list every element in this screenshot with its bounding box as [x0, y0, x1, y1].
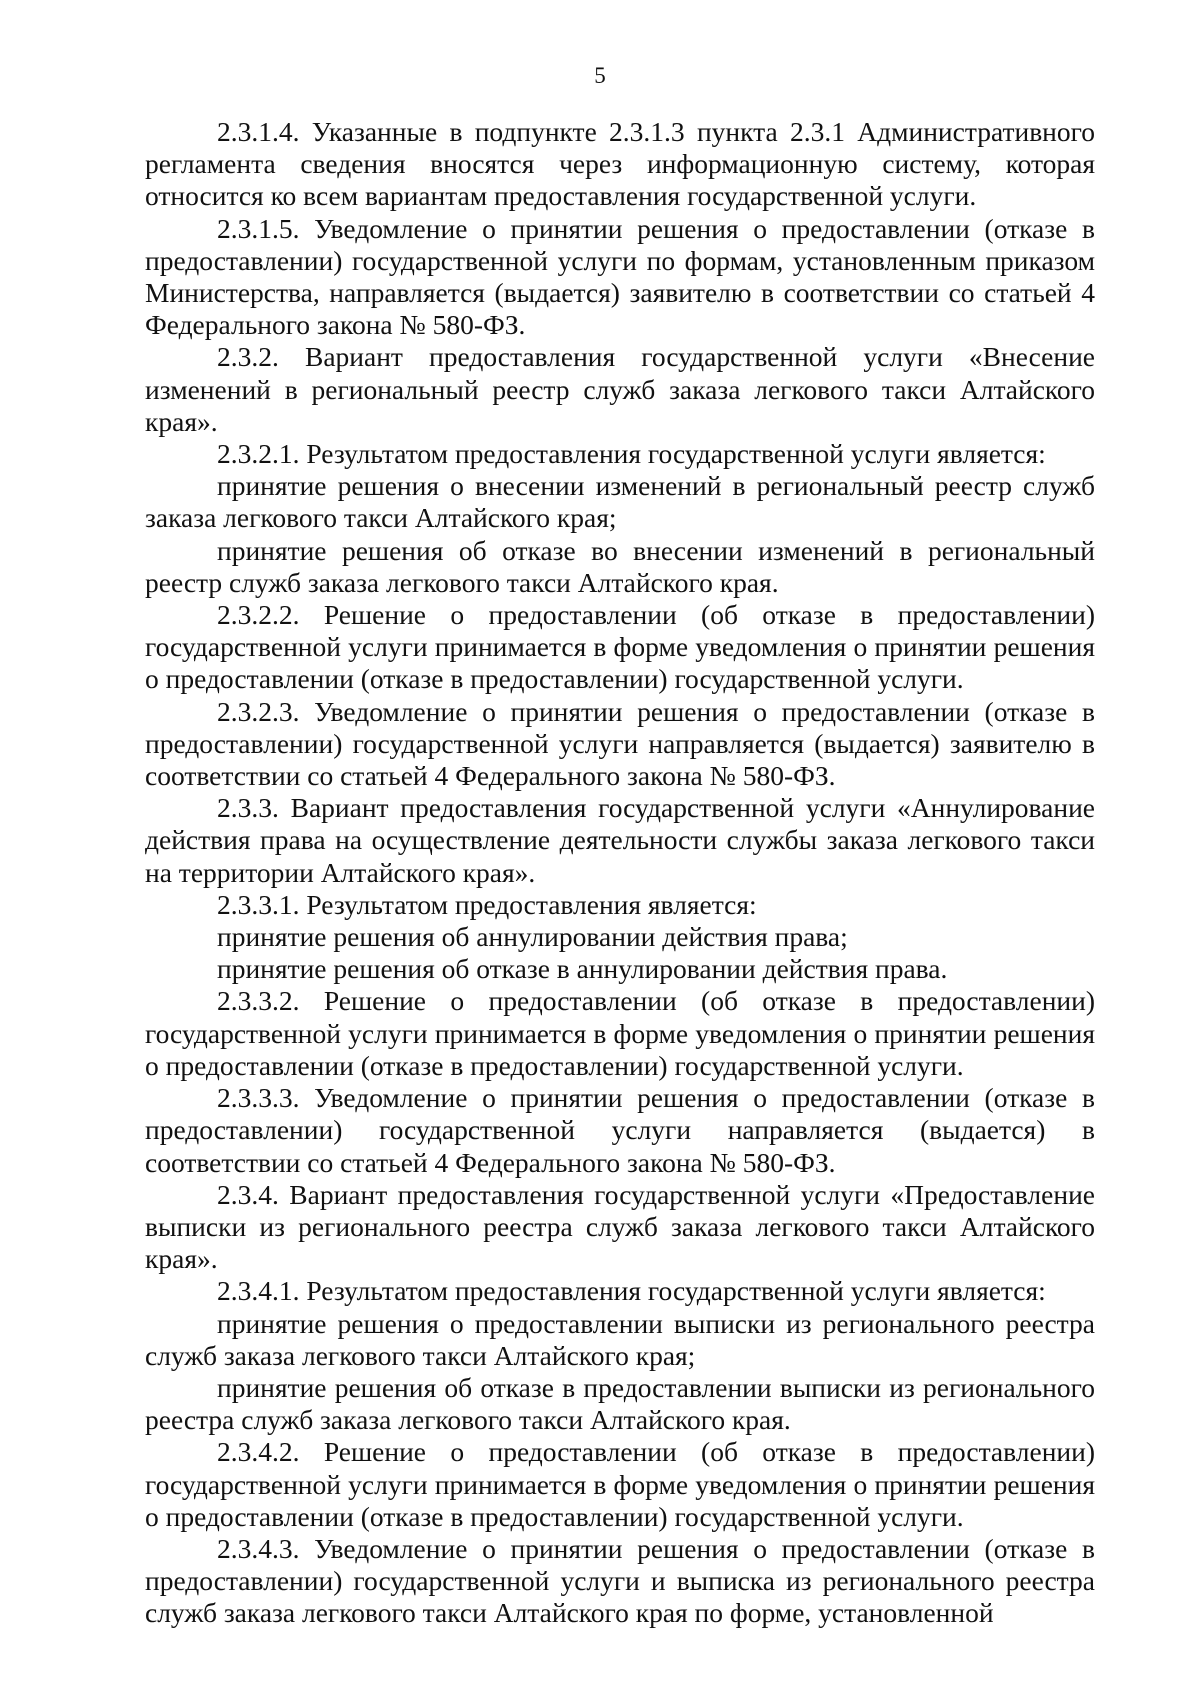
list-item-decision-annulment: принятие решения об аннулировании действия права; — [217, 921, 848, 953]
paragraph-2-3-2: 2.3.2. Вариант предоставления государственной услуги «Внесение изменений в региональный реестр служб заказа легкового такси Алтайского края». — [145, 341, 1095, 437]
paragraph-2-3-2-1: 2.3.2.1. Результатом предоставления государственной услуги является: — [217, 438, 1046, 470]
list-item-decision-refusal-changes: принятие решения об отказе во внесении изменений в региональный реестр служб заказа легкового такси Алтайского края. — [145, 534, 1095, 598]
page-number: 5 — [594, 63, 606, 88]
paragraph-2-3-4-3: 2.3.4.3. Уведомление о принятии решения о предоставлении (отказе в предоставлении) государственной услуги и выписка из регионального реестра служб заказа легкового такси Алтайского края по форме, установленной — [145, 1532, 1095, 1629]
paragraph-2-3-2-3: 2.3.2.3. Уведомление о принятии решения о предоставлении (отказе в предоставлении) государственной услуги направляется (выдается) заявителю в соответствии со статьей 4 Федерального закона № 580-ФЗ. — [145, 695, 1095, 792]
paragraph-2-3-3-2: 2.3.3.2. Решение о предоставлении (об отказе в предоставлении) государственной услуги принимается в форме уведомления о принятии решения о предоставлении (отказе в предоставлении) государственной услуги. — [145, 985, 1095, 1081]
list-item-decision-refusal-annulment: принятие решения об отказе в аннулировании действия права. — [217, 953, 948, 985]
paragraph-2-3-4-2: 2.3.4.2. Решение о предоставлении (об отказе в предоставлении) государственной услуги принимается в форме уведомления о принятии решения о предоставлении (отказе в предоставлении) государственной услуги. — [145, 1436, 1095, 1532]
paragraph-2-3-4-1: 2.3.4.1. Результатом предоставления государственной услуги является: — [217, 1275, 1046, 1307]
paragraph-2-3-1-5: 2.3.1.5. Уведомление о принятии решения о предоставлении (отказе в предоставлении) государственной услуги по формам, установленным приказом Министерства, направляется (выдается) заявителю в соответствии со статьей 4 Федерального закона № 580-ФЗ. — [145, 212, 1095, 341]
document-body — [145, 116, 1095, 1630]
paragraph-2-3-3-1: 2.3.3.1. Результатом предоставления является: — [217, 888, 757, 920]
paragraph-2-3-2-2: 2.3.2.2. Решение о предоставлении (об отказе в предоставлении) государственной услуги принимается в форме уведомления о принятии решения о предоставлении (отказе в предоставлении) государственной услуги. — [145, 599, 1095, 695]
list-item-decision-extract: принятие решения о предоставлении выписки из регионального реестра служб заказа легкового такси Алтайского края; — [145, 1307, 1095, 1371]
paragraph-2-3-3-3: 2.3.3.3. Уведомление о принятии решения о предоставлении (отказе в предоставлении) государственной услуги направляется (выдается) в соответствии со статьей 4 Федерального закона № 580-ФЗ. — [145, 1082, 1095, 1178]
paragraph-2-3-1-4: 2.3.1.4. Указанные в подпункте 2.3.1.3 пункта 2.3.1 Административного регламента сведения вносятся через информационную систему, которая относится ко всем вариантам предоставления государственной услуги. — [145, 116, 1095, 212]
list-item-decision-refusal-extract: принятие решения об отказе в предоставлении выписки из регионального реестра служб заказа легкового такси Алтайского края. — [145, 1371, 1095, 1436]
paragraph-2-3-3: 2.3.3. Вариант предоставления государственной услуги «Аннулирование действия права на осуществление деятельности службы заказа легкового такси на территории Алтайского края». — [145, 792, 1095, 888]
list-item-decision-changes: принятие решения о внесении изменений в региональный реестр служб заказа легкового такси Алтайского края; — [145, 470, 1095, 534]
paragraph-2-3-4: 2.3.4. Вариант предоставления государственной услуги «Предоставление выписки из регионального реестра служб заказа легкового такси Алтайского края». — [145, 1178, 1095, 1275]
